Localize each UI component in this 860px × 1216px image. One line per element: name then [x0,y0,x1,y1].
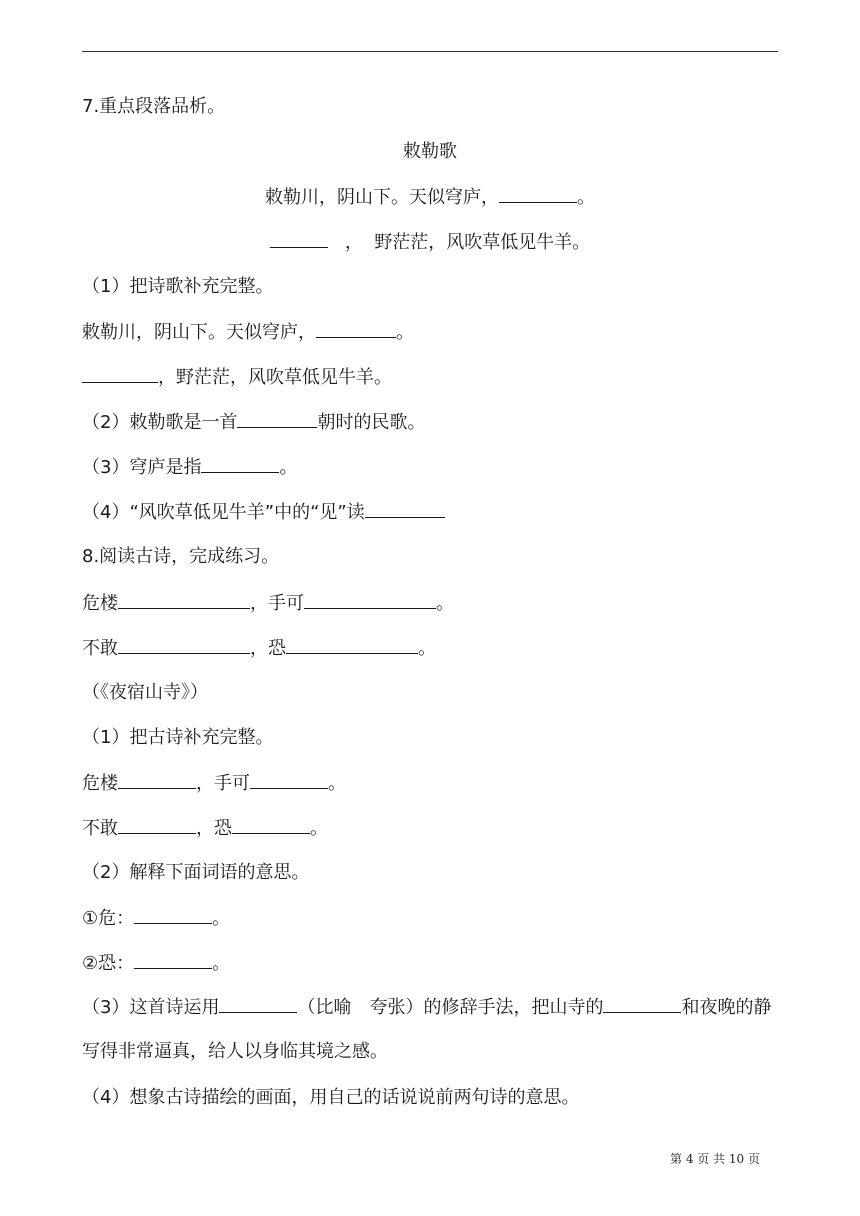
blank[interactable] [237,409,317,428]
q8-sub2: （2）解释下面词语的意思。 [82,862,310,883]
q8-title: 8.阅读古诗，完成练习。 [82,546,280,567]
q8-sub1: （1）把古诗补充完整。 [82,727,274,748]
q8-poem-line-1: 危楼 ，手可 。 [82,590,778,617]
blank[interactable] [232,815,310,834]
blank[interactable] [82,364,158,383]
blank[interactable] [316,319,396,338]
blank[interactable] [603,994,681,1013]
blank[interactable] [286,635,418,654]
blank[interactable] [134,950,212,969]
blank[interactable] [118,770,196,789]
q7-sub3: （3）穹庐是指 。 [82,454,778,481]
poem-line-1: 敕勒川，阴山下。天似穹庐， 。 [82,184,778,211]
q8-word-2: ②恐： 。 [82,950,778,977]
q8-sub3: （3）这首诗运用 （比喻 夸张）的修辞手法，把山寺的 和夜晚的静写得非常逼真，给人以身临其境之感。 [82,986,778,1074]
blank[interactable] [134,905,212,924]
blank[interactable] [499,184,577,203]
q7-title: 7.重点段落品析。 [82,96,226,117]
q8-poem-line-2: 不敢 ，恐 。 [82,635,778,662]
q8-sub4: （4）想象古诗描绘的画面，用自己的话说说前两句诗的意思。 [82,1087,580,1108]
q7-fill-line-2: ，野茫茫，风吹草低见牛羊。 [82,364,778,391]
q7-sub2: （2）敕勒歌是一首 朝时的民歌。 [82,409,778,436]
q8-word-1: ①危： 。 [82,905,778,932]
blank[interactable] [365,499,445,518]
q8-fill-line-1: 危楼 ，手可 。 [82,770,778,797]
q7-sub4: （4）“风吹草低见牛羊”中的“见”读 [82,499,778,526]
q8-source: （《夜宿山寺》） [82,682,208,703]
q7-fill-line-1: 敕勒川，阴山下。天似穹庐， 。 [82,319,778,346]
poem-line-2: ， 野茫茫，风吹草低见牛羊。 [82,229,778,256]
blank[interactable] [118,815,196,834]
page-number: 第 4 页 共 10 页 [670,1152,760,1166]
q8-fill-line-2: 不敢 ，恐 。 [82,815,778,842]
blank[interactable] [304,590,436,609]
poem-title: 敕勒歌 [403,141,457,162]
blank[interactable] [250,770,328,789]
header-rule [82,51,778,52]
blank[interactable] [118,590,250,609]
blank[interactable] [201,454,279,473]
blank[interactable] [118,635,250,654]
q7-sub1: （1）把诗歌补充完整。 [82,276,274,297]
blank[interactable] [270,229,328,248]
blank[interactable] [219,994,297,1013]
